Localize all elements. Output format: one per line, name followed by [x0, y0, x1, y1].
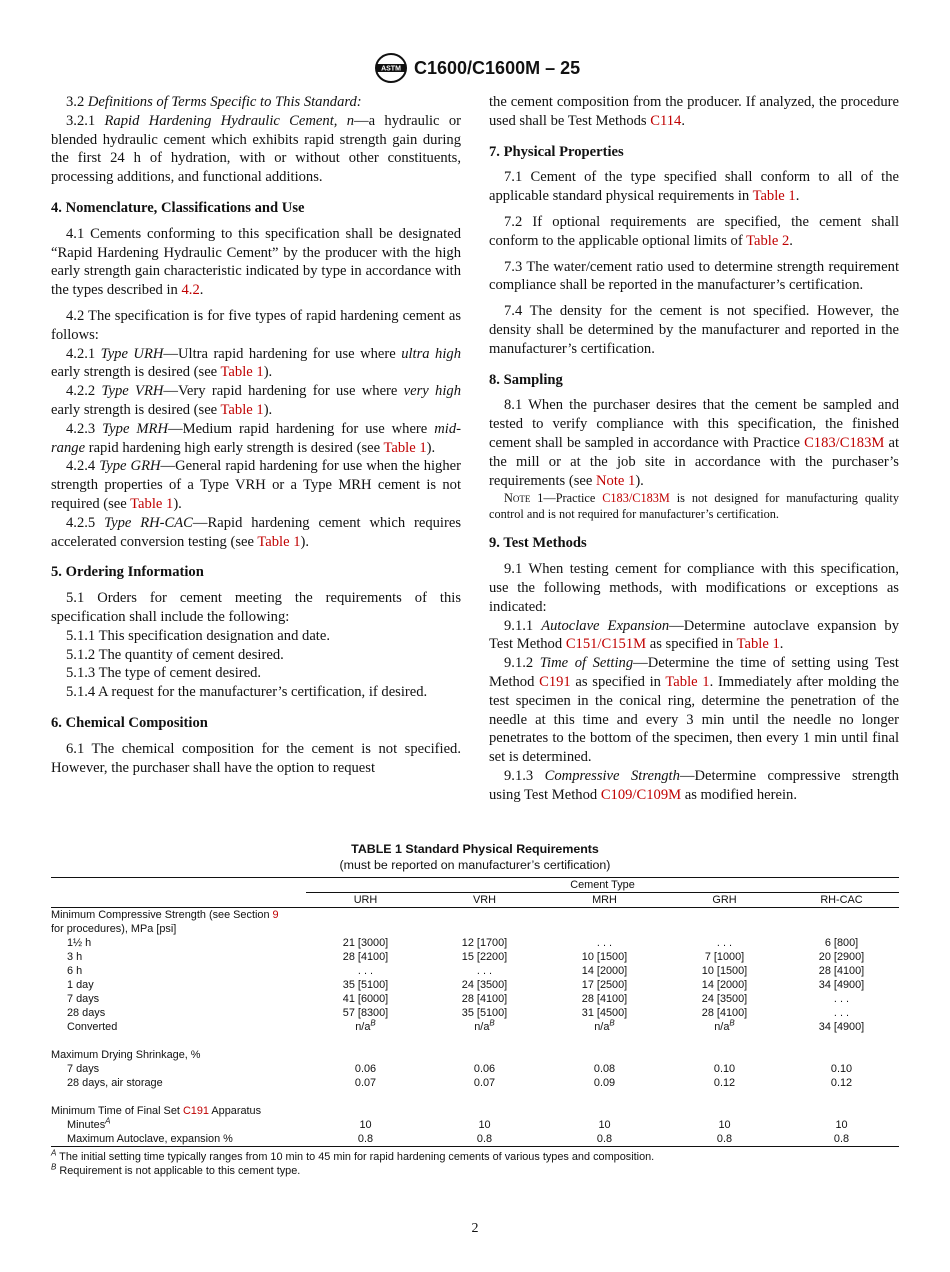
para-9-1-1: 9.1.1 Autoclave Expansion—Determine autoclave expansion by Test Method C151/C151M as specified in Table 1.	[489, 617, 899, 653]
table-cell: 20 [2900]	[818, 951, 865, 963]
para-3-2-1: 3.2.1 Rapid Hardening Hydraulic Cement, n—a hydraulic or blended hydraulic cement which exhibits rapid strength gain during the first 24 h of hydration, with or without other constituents, processing additions, and functional additions.	[51, 112, 461, 186]
section-9-heading: 9. Test Methods	[489, 535, 587, 552]
col-header: RH-CAC	[820, 894, 863, 906]
table-cell: 6 [800]	[824, 937, 859, 949]
para-4-2: 4.2 The specification is for five types of rapid hardening cement as follows:	[51, 307, 461, 343]
table-cell: . . .	[357, 965, 374, 977]
table-cell: 14 [2000]	[701, 979, 748, 991]
table-row	[51, 908, 899, 923]
table-cell: 10	[478, 1119, 491, 1131]
table-cell: 0.10	[713, 1063, 736, 1075]
para-4-2-5: 4.2.5 Type RH-CAC—Rapid hardening cement which requires accelerated conversion testing (see Table 1).	[51, 514, 461, 550]
link-table-1[interactable]: Table 1	[752, 188, 796, 205]
row-label: 3 h	[67, 951, 83, 963]
table-cell: 57 [8300]	[342, 1007, 389, 1019]
row-label: 7 days	[67, 993, 100, 1005]
para-5-1-1: 5.1.1 This specification designation and date.	[66, 627, 330, 644]
table-cell: 15 [2200]	[461, 951, 508, 963]
table-cell: 28 [4100]	[818, 965, 865, 977]
table-row	[51, 1132, 899, 1147]
table-cell: 31 [4500]	[581, 1007, 628, 1019]
link-c191[interactable]: C191	[182, 1105, 209, 1117]
table-cell: 17 [2500]	[581, 979, 628, 991]
para-5-1-2: 5.1.2 The quantity of cement desired.	[66, 646, 284, 663]
table-row	[51, 1048, 899, 1062]
para-7-3: 7.3 The water/cement ratio used to determine strength requirement compliance shall be reported in the manufacturer’s certification.	[489, 258, 899, 294]
para-4-2-1: 4.2.1 Type URH—Ultra rapid hardening for use where ultra high early strength is desired (see Table 1).	[51, 345, 461, 381]
table-cell: $n/a^B$	[355, 1018, 376, 1033]
table-cell: 12 [1700]	[461, 937, 508, 949]
link-4-2[interactable]: 4.2	[181, 282, 200, 299]
table-cell: 10 [1500]	[701, 965, 748, 977]
table-cell: 0.8	[833, 1133, 850, 1145]
link-table-1[interactable]: Table 1	[220, 401, 264, 418]
section-5-heading: 5. Ordering Information	[51, 564, 204, 581]
table-row	[51, 1006, 899, 1020]
table-header-row	[51, 893, 899, 908]
link-table-1[interactable]: Table 1	[257, 533, 301, 550]
section-7-heading: 7. Physical Properties	[489, 143, 624, 160]
note-1: Note 1—Practice C183/C183M is not designed for manufacturing quality control and is not required for manufacturer’s certification.	[489, 491, 899, 522]
para-7-1: 7.1 Cement of the type specified shall conform to all of the applicable standard physical requirements in Table 1.	[489, 169, 899, 205]
table-header-group-row	[51, 878, 899, 893]
table-1-subtitle: (must be reported on manufacturer’s certification)	[339, 858, 611, 872]
table-cell: 0.8	[357, 1133, 374, 1145]
para-5-1: 5.1 Orders for cement meeting the requirements of this specification shall include the following:	[51, 590, 461, 625]
para-4-2-4: 4.2.4 Type GRH—General rapid hardening for use when the higher strength properties of a Type VRH or a Type MRH cement is not required (see Table 1).	[51, 458, 461, 512]
table-cell: 24 [3500]	[701, 993, 748, 1005]
left-column	[51, 93, 461, 777]
table-cell: 0.8	[716, 1133, 733, 1145]
link-table-2[interactable]: Table 2	[746, 232, 790, 249]
row-label: Converted	[67, 1021, 118, 1033]
row-label: 6 h	[67, 965, 83, 977]
para-7-4: 7.4 The density for the cement is not specified. However, the density shall be determined by the manufacturer and reported in the manufacturer’s certification.	[489, 303, 899, 357]
table-cell: 10	[718, 1119, 731, 1131]
page-number: 2	[471, 1221, 479, 1236]
table-cell: 24 [3500]	[461, 979, 508, 991]
compressive-label-cont: for procedures), MPa [psi]	[51, 923, 177, 935]
table-row	[51, 978, 899, 992]
link-note-1[interactable]: Note 1	[595, 472, 636, 489]
table-row	[51, 1104, 899, 1118]
table-cell: 35 [5100]	[461, 1007, 508, 1019]
para-4-2-3: 4.2.3 Type MRH—Medium rapid hardening for use where mid-range rapid hardening high early strength is desired (see Table 1).	[51, 420, 461, 456]
link-section-9[interactable]: 9	[272, 909, 279, 921]
table-cell: 28 [4100]	[581, 993, 628, 1005]
link-table-1[interactable]: Table 1	[130, 495, 174, 512]
link-table-1[interactable]: Table 1	[736, 636, 780, 653]
table-cell: 0.06	[354, 1063, 377, 1075]
table-1-caption	[0, 841, 950, 873]
para-3-2: 3.2 Definitions of Terms Specific to This Standard:	[66, 94, 362, 110]
table-row	[51, 1062, 899, 1076]
table-cell: 14 [2000]	[581, 965, 628, 977]
para-9-1: 9.1 When testing cement for compliance with this specification, use the following methods, with modifications or exceptions as indicated:	[489, 561, 899, 615]
table-cell: 0.12	[830, 1077, 853, 1089]
table-1-title: TABLE 1 Standard Physical Requirements	[351, 842, 599, 856]
table-row	[51, 1118, 899, 1132]
table-row	[51, 992, 899, 1006]
row-label: 1½ h	[67, 937, 92, 949]
table-cell: 0.10	[830, 1063, 853, 1075]
table-cell: 41 [6000]	[342, 993, 389, 1005]
table-cell: 0.07	[354, 1077, 377, 1089]
table-cell: 28 [4100]	[342, 951, 389, 963]
link-c191[interactable]: C191	[539, 673, 571, 690]
table-cell: 28 [4100]	[701, 1007, 748, 1019]
table-cell: 35 [5100]	[342, 979, 389, 991]
table-cell: . . .	[833, 993, 850, 1005]
table-cell: 10 [1500]	[581, 951, 628, 963]
table-cell: 21 [3000]	[342, 937, 389, 949]
table-1	[51, 877, 899, 1147]
table-cell: . . .	[476, 965, 493, 977]
link-c114[interactable]: C114	[650, 112, 682, 129]
table-cell: 10	[598, 1119, 611, 1131]
table-cell: 0.06	[473, 1063, 496, 1075]
para-6-1-continued: the cement composition from the producer. If analyzed, the procedure used shall be Test Methods C114.	[489, 94, 899, 129]
table-cell: 34 [4900]	[818, 1021, 865, 1033]
para-9-1-2: 9.1.2 Time of Setting—Determine the time of setting using Test Method C191 as specified in Table 1. Immediately after molding the test specimen in the conical ring, determine the penetration of the needle at this time and every 3 min until the needle no longer penetrates to the bottom of the specimen, then every 1 min until final set is determined.	[489, 655, 899, 766]
table-cell: . . .	[833, 1007, 850, 1019]
table-row	[51, 950, 899, 964]
col-header: MRH	[592, 894, 617, 906]
footnote-a: $^A$ The initial setting time typically ranges from 10 min to 45 min for rapid hardening cements of various types and composition.	[51, 1148, 655, 1163]
row-label: 28 days	[67, 1007, 106, 1019]
cement-type-header: Cement Type	[306, 878, 899, 893]
table-cell: 28 [4100]	[461, 993, 508, 1005]
section-6-heading: 6. Chemical Composition	[51, 714, 208, 731]
shrinkage-label: Maximum Drying Shrinkage, %	[51, 1049, 201, 1061]
table-cell: 10	[359, 1119, 372, 1131]
link-c109[interactable]: C109/C109M	[600, 786, 682, 803]
table-cell: 0.08	[593, 1063, 616, 1075]
link-c151[interactable]: C151/C151M	[565, 636, 647, 653]
section-4-heading: 4. Nomenclature, Classifications and Use	[51, 199, 305, 216]
para-6-1: 6.1 The chemical composition for the cement is not specified. However, the purchaser shall have the option to request	[51, 740, 461, 776]
link-table-1[interactable]: Table 1	[220, 364, 264, 381]
row-label: Maximum Autoclave, expansion %	[67, 1133, 233, 1145]
col-header: VRH	[473, 894, 496, 906]
compressive-label: Minimum Compressive Strength (see Section 9	[51, 909, 279, 921]
table-cell: 0.07	[473, 1077, 496, 1089]
table-cell: 7 [1000]	[704, 951, 745, 963]
table-row	[51, 936, 899, 950]
para-5-1-3: 5.1.3 The type of cement desired.	[66, 665, 262, 682]
table-row	[51, 964, 899, 978]
shrinkage-rows	[51, 1062, 899, 1090]
para-9-1-3: 9.1.3 Compressive Strength—Determine compressive strength using Test Method C109/C109M as modified herein.	[489, 767, 899, 803]
row-label: 7 days	[67, 1063, 100, 1075]
table-row	[51, 1020, 899, 1034]
table-cell: . . .	[716, 937, 733, 949]
table-cell: . . .	[596, 937, 613, 949]
right-column	[489, 93, 899, 805]
table-row	[51, 1076, 899, 1090]
col-header: GRH	[712, 894, 737, 906]
compressive-rows	[51, 936, 899, 1020]
link-table-1[interactable]: Table 1	[665, 673, 710, 690]
astm-logo-icon	[373, 52, 409, 84]
table-cell: 0.09	[593, 1077, 616, 1089]
row-label: 28 days, air storage	[67, 1077, 163, 1089]
link-c183[interactable]: C183/C183M	[602, 491, 670, 506]
table-cell: 0.8	[476, 1133, 493, 1145]
table-row	[51, 922, 899, 936]
svg-text:ASTM: ASTM	[381, 65, 401, 73]
link-c183[interactable]: C183/C183M	[804, 434, 885, 451]
table-cell: $n/a^B$	[714, 1018, 735, 1033]
section-8-heading: 8. Sampling	[489, 371, 563, 388]
row-label: 1 day	[67, 979, 94, 991]
para-5-1-4: 5.1.4 A request for the manufacturer’s certification, if desired.	[66, 684, 428, 701]
page-header	[0, 52, 950, 86]
footnote-b: $^B$ Requirement is not applicable to this cement type.	[51, 1162, 301, 1177]
table-cell: $n/a^B$	[594, 1018, 615, 1033]
final-set-label: Minimum Time of Final Set C191 Apparatus	[51, 1105, 262, 1117]
document-designation: C1600/C1600M – 25	[414, 58, 581, 78]
link-table-1[interactable]: Table 1	[383, 439, 427, 456]
table-cell: $n/a^B$	[474, 1018, 495, 1033]
para-4-1: 4.1 Cements conforming to this specification shall be designated “Rapid Hardening Hydraulic Cement” by the producer with the high early strength gain characteristic indicated by type in accordance with the types described in 4.2.	[51, 225, 461, 299]
table-cell: 0.8	[596, 1133, 613, 1145]
row-label: Minutes$^A$	[67, 1116, 111, 1131]
table-cell: 34 [4900]	[818, 979, 865, 991]
para-4-2-2: 4.2.2 Type VRH—Very rapid hardening for use where very high early strength is desired (see Table 1).	[51, 383, 461, 418]
table-cell: 10	[835, 1119, 848, 1131]
table-cell: 0.12	[713, 1077, 736, 1089]
para-7-2: 7.2 If optional requirements are specified, the cement shall conform to the applicable optional limits of Table 2.	[489, 213, 899, 249]
para-8-1: 8.1 When the purchaser desires that the cement be sampled and tested to verify compliance with this specification, the finished cement shall be sampled in accordance with Practice C183/C183M at the mill or at the job site in accordance with the purchaser’s requirements (see Note 1).	[489, 397, 900, 489]
col-header: URH	[353, 894, 378, 906]
